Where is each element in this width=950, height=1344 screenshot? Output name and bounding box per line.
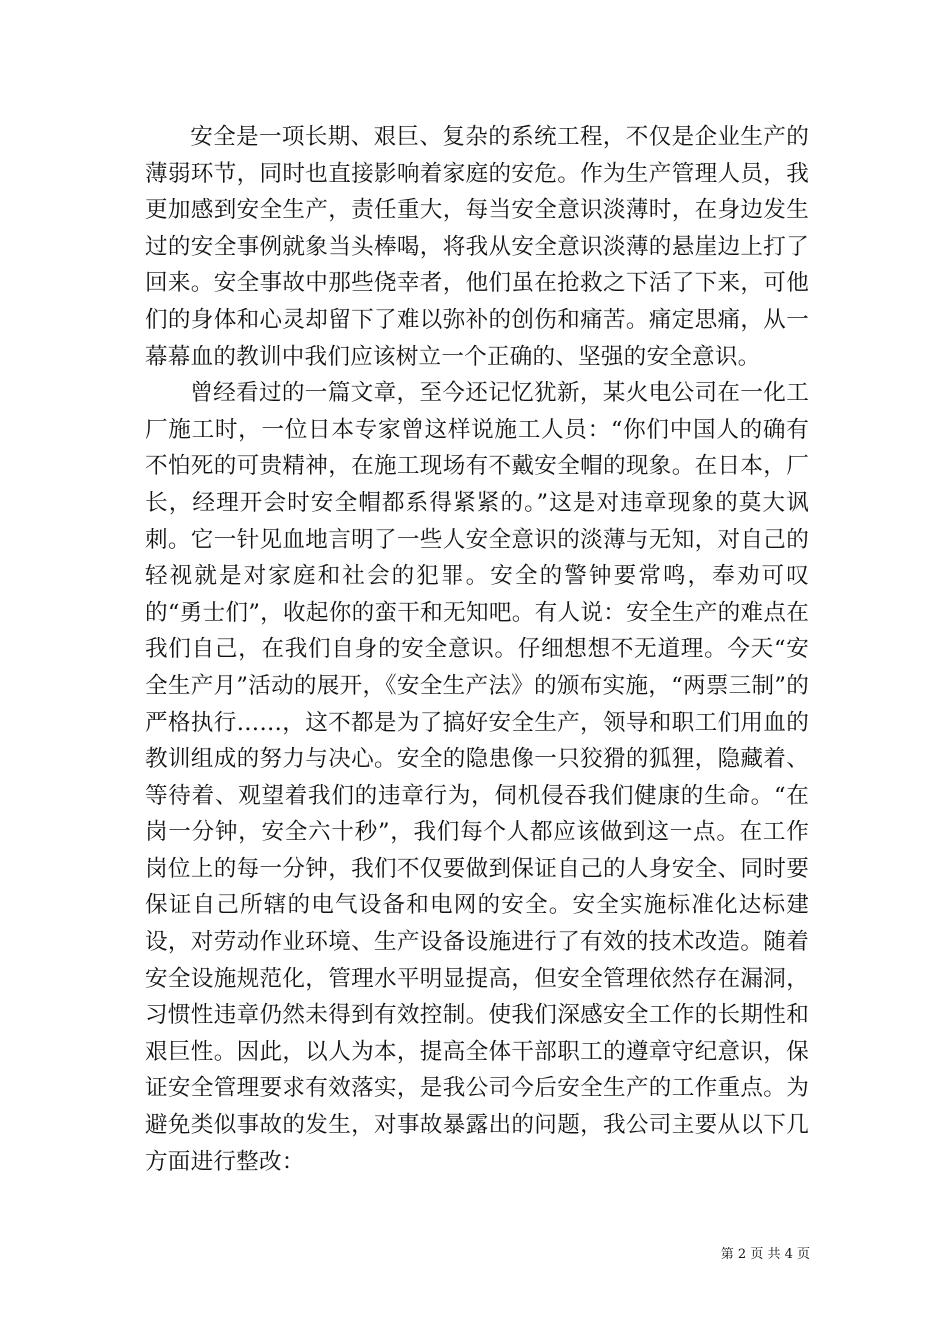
paragraph: 安全是一项长期、艰巨、复杂的系统工程，不仅是企业生产的薄弱环节，同时也直接影响着家庭的安危。作为生产管理人员，我更加感到安全生产，责任重大，每当安全意识淡薄时，在身边发生过的安全事例就象当头棒喝，将我从安全意识淡薄的悬崖边上打了回来。安全事故中那些侥幸者，他们虽在抢救之下活了下来，可他们的身体和心灵却留下了难以弥补的创伤和痛苦。痛定思痛，从一幕幕血的教训中我们应该树立一个正确的、坚强的安全意识。 <box>145 124 809 370</box>
page-number: 第 2 页 共 4 页 <box>720 1247 810 1262</box>
paragraph: 曾经看过的一篇文章，至今还记忆犹新，某火电公司在一化工厂施工时，一位日本专家曾这样说施工人员：“你们中国人的确有不怕死的可贵精神，在施工现场有不戴安全帽的现象。在日本，厂长，经理开会时安全帽都系得紧紧的。”这是对违章现象的莫大讽刺。它一针见血地言明了一些人安全意识的淡薄与无知，对自己的轻视就是对家庭和社会的犯罪。安全的警钟要常鸣，奉劝可叹的“勇士们”，收起你的蛮干和无知吧。有人说：安全生产的难点在我们自己，在我们自身的安全意识。仔细想想不无道理。今天“安全生产月”活动的展开，《安全生产法》的颁布实施，“两票三制”的严格执行……，这不都是为了搞好安全生产，领导和职工们用血的教训组成的努力与决心。安全的隐患像一只狡猾的狐狸，隐藏着、等待着、观望着我们的违章行为，伺机侵吞我们健康的生命。“在岗一分钟，安全六十秒”，我们每个人都应该做到这一点。在工作岗位上的每一分钟，我们不仅要做到保证自己的人身安全、同时要保证自己所辖的电气设备和电网的安全。安全实施标准化达标建设，对劳动作业环境、生产设备设施进行了有效的技术改造。随着安全设施规范化，管理水平明显提高，但安全管理依然存在漏洞，习惯性违章仍然未得到有效控制。使我们深感安全工作的长期性和艰巨性。因此，以人为本，提高全体干部职工的遵章守纪意识，保证安全管理要求有效落实，是我公司今后安全生产的工作重点。为避免类似事故的发生，对事故暴露出的问题，我公司主要从以下几方面进行整改： <box>145 380 809 1175</box>
document-body <box>145 119 809 1180</box>
